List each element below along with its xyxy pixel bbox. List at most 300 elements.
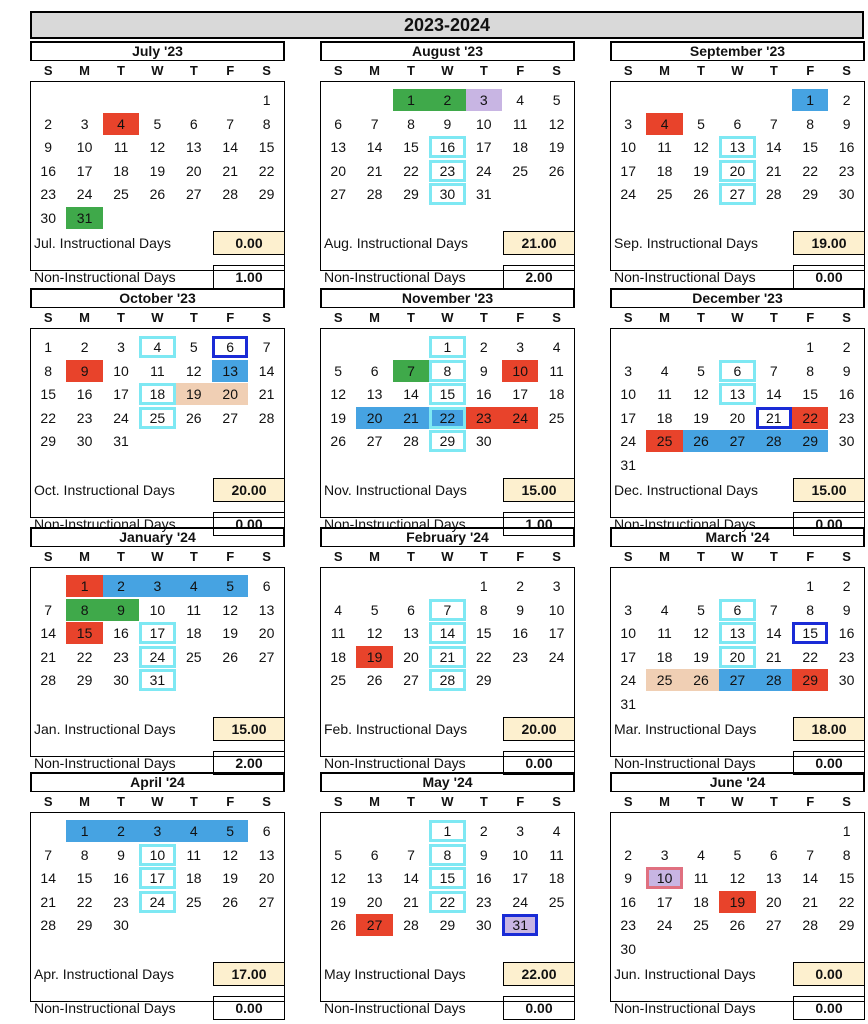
day-cell[interactable]: 4 (139, 336, 175, 358)
day-cell[interactable]: 19 (693, 409, 709, 426)
day-cell[interactable]: 12 (222, 846, 238, 863)
day-cell[interactable]: 16 (838, 386, 855, 402)
day-cell[interactable]: 8 (66, 599, 102, 621)
day-cell[interactable]: 24 (656, 917, 673, 933)
day-cell[interactable]: 17 (548, 625, 565, 641)
day-cell[interactable]: 11 (512, 115, 528, 132)
day-cell[interactable]: 7 (370, 115, 379, 132)
day-cell[interactable]: 28 (756, 430, 792, 452)
day-cell[interactable]: 8 (407, 115, 415, 132)
day-cell[interactable]: 16 (113, 625, 129, 641)
day-cell[interactable]: 11 (150, 362, 165, 379)
day-cell[interactable]: 1 (842, 823, 851, 839)
day-cell[interactable]: 11 (549, 846, 564, 863)
day-cell[interactable]: 3 (624, 362, 633, 379)
day-cell[interactable]: 18 (330, 648, 346, 665)
day-cell[interactable]: 10 (113, 362, 129, 379)
day-cell[interactable]: 23 (113, 893, 129, 910)
day-cell[interactable]: 30 (113, 917, 129, 933)
day-cell[interactable]: 12 (330, 870, 346, 886)
day-cell[interactable]: 10 (620, 386, 636, 402)
day-cell[interactable]: 17 (139, 622, 175, 644)
day-cell[interactable]: 10 (502, 360, 538, 382)
day-cell[interactable]: 29 (802, 186, 818, 202)
day-cell[interactable]: 28 (366, 186, 383, 202)
day-cell[interactable]: 24 (620, 672, 636, 688)
day-cell[interactable]: 28 (258, 409, 275, 426)
day-cell[interactable]: 20 (186, 162, 202, 179)
day-cell[interactable]: 3 (516, 823, 525, 839)
day-cell[interactable]: 2 (516, 578, 525, 594)
day-cell[interactable]: 17 (620, 409, 636, 426)
day-cell[interactable]: 6 (370, 846, 379, 863)
day-cell[interactable]: 6 (262, 823, 271, 839)
day-cell[interactable]: 2 (842, 578, 851, 594)
day-cell[interactable]: 16 (429, 136, 465, 158)
day-cell[interactable]: 31 (113, 433, 129, 449)
day-cell[interactable]: 30 (40, 209, 56, 226)
day-cell[interactable]: 14 (766, 139, 782, 155)
day-cell[interactable]: 3 (117, 339, 125, 355)
day-cell[interactable]: 22 (76, 648, 93, 665)
day-cell[interactable]: 15 (429, 867, 465, 889)
day-cell[interactable]: 30 (838, 186, 855, 202)
day-cell[interactable]: 19 (149, 162, 166, 179)
day-cell[interactable]: 20 (719, 646, 755, 668)
day-cell[interactable]: 17 (512, 870, 528, 886)
day-cell[interactable]: 2 (479, 823, 488, 839)
day-cell[interactable]: 29 (40, 433, 56, 449)
day-cell[interactable]: 19 (330, 893, 346, 910)
day-cell[interactable]: 1 (66, 575, 102, 597)
day-cell[interactable]: 23 (620, 917, 636, 933)
day-cell[interactable]: 26 (330, 917, 346, 933)
day-cell[interactable]: 6 (262, 578, 271, 594)
day-cell[interactable]: 27 (356, 914, 392, 936)
day-cell[interactable]: 12 (222, 601, 238, 618)
day-cell[interactable]: 28 (429, 669, 465, 691)
day-cell[interactable]: 5 (697, 115, 705, 132)
day-cell[interactable]: 10 (620, 625, 636, 641)
day-cell[interactable]: 20 (212, 383, 248, 405)
day-cell[interactable]: 1 (806, 339, 815, 355)
day-cell[interactable]: 8 (44, 362, 53, 379)
day-cell[interactable]: 31 (66, 207, 102, 229)
day-cell[interactable]: 16 (620, 893, 636, 910)
day-cell[interactable]: 26 (222, 648, 238, 665)
day-cell[interactable]: 24 (620, 433, 636, 449)
day-cell[interactable]: 18 (656, 409, 673, 426)
day-cell[interactable]: 17 (476, 139, 492, 155)
day-cell[interactable]: 5 (334, 362, 343, 379)
day-cell[interactable]: 6 (769, 846, 778, 863)
day-cell[interactable]: 1 (44, 339, 53, 355)
day-cell[interactable]: 24 (476, 162, 492, 179)
day-cell[interactable]: 5 (212, 575, 248, 597)
day-cell[interactable]: 6 (370, 362, 379, 379)
day-cell[interactable]: 4 (646, 113, 682, 135)
day-cell[interactable]: 26 (330, 433, 346, 449)
day-cell[interactable]: 17 (139, 867, 175, 889)
day-cell[interactable]: 21 (802, 893, 818, 910)
day-cell[interactable]: 16 (476, 870, 492, 886)
day-cell[interactable]: 31 (620, 695, 636, 712)
day-cell[interactable]: 24 (76, 186, 93, 202)
day-cell[interactable]: 7 (769, 362, 778, 379)
day-cell[interactable]: 11 (113, 139, 129, 155)
day-cell[interactable]: 13 (719, 383, 755, 405)
day-cell[interactable]: 6 (212, 336, 248, 358)
day-cell[interactable]: 20 (258, 870, 275, 886)
day-cell[interactable]: 5 (697, 601, 705, 618)
day-cell[interactable]: 13 (719, 136, 755, 158)
day-cell[interactable]: 21 (40, 648, 56, 665)
day-cell[interactable]: 8 (262, 115, 271, 132)
day-cell[interactable]: 13 (719, 622, 755, 644)
day-cell[interactable]: 13 (366, 870, 383, 886)
day-cell[interactable]: 8 (842, 846, 851, 863)
day-cell[interactable]: 26 (186, 409, 202, 426)
day-cell[interactable]: 10 (548, 601, 565, 618)
day-cell[interactable]: 3 (466, 89, 502, 111)
day-cell[interactable]: 14 (766, 625, 782, 641)
day-cell[interactable]: 7 (44, 601, 53, 618)
day-cell[interactable]: 21 (393, 407, 429, 429)
day-cell[interactable]: 22 (476, 648, 492, 665)
day-cell[interactable]: 24 (512, 893, 528, 910)
day-cell[interactable]: 27 (258, 648, 275, 665)
day-cell[interactable]: 10 (512, 846, 528, 863)
day-cell[interactable]: 20 (366, 893, 383, 910)
day-cell[interactable]: 10 (646, 867, 682, 889)
day-cell[interactable]: 22 (802, 162, 818, 179)
day-cell[interactable]: 2 (479, 339, 488, 355)
day-cell[interactable]: 1 (262, 92, 271, 108)
day-cell[interactable]: 27 (366, 433, 383, 449)
day-cell[interactable]: 26 (693, 186, 709, 202)
day-cell[interactable]: 23 (512, 648, 528, 665)
day-cell[interactable]: 28 (40, 672, 56, 688)
day-cell[interactable]: 16 (512, 625, 528, 641)
day-cell[interactable]: 24 (139, 646, 175, 668)
day-cell[interactable]: 29 (838, 917, 855, 933)
day-cell[interactable]: 9 (479, 846, 488, 863)
day-cell[interactable]: 27 (258, 893, 275, 910)
day-cell[interactable]: 2 (429, 89, 465, 111)
day-cell[interactable]: 3 (139, 820, 175, 842)
day-cell[interactable]: 9 (44, 139, 53, 155)
day-cell[interactable]: 28 (802, 917, 818, 933)
day-cell[interactable]: 31 (139, 669, 175, 691)
day-cell[interactable]: 18 (656, 648, 673, 665)
day-cell[interactable]: 12 (366, 625, 383, 641)
day-cell[interactable]: 14 (40, 625, 56, 641)
day-cell[interactable]: 26 (683, 669, 719, 691)
day-cell[interactable]: 4 (103, 113, 139, 135)
day-cell[interactable]: 29 (792, 430, 828, 452)
day-cell[interactable]: 5 (212, 820, 248, 842)
day-cell[interactable]: 27 (719, 669, 755, 691)
day-cell[interactable]: 3 (80, 115, 89, 132)
day-cell[interactable]: 29 (429, 430, 465, 452)
day-cell[interactable]: 20 (719, 160, 755, 182)
day-cell[interactable]: 7 (262, 339, 271, 355)
day-cell[interactable]: 27 (403, 672, 419, 688)
day-cell[interactable]: 1 (66, 820, 102, 842)
day-cell[interactable]: 25 (512, 162, 528, 179)
day-cell[interactable]: 4 (334, 601, 343, 618)
day-cell[interactable]: 31 (502, 914, 538, 936)
day-cell[interactable]: 1 (479, 578, 488, 594)
day-cell[interactable]: 5 (697, 362, 705, 379)
day-cell[interactable]: 15 (429, 383, 465, 405)
day-cell[interactable]: 25 (548, 409, 565, 426)
day-cell[interactable]: 15 (802, 139, 818, 155)
day-cell[interactable]: 24 (620, 186, 636, 202)
day-cell[interactable]: 11 (657, 386, 672, 402)
day-cell[interactable]: 12 (330, 386, 346, 402)
day-cell[interactable]: 3 (624, 601, 633, 618)
day-cell[interactable]: 14 (766, 386, 782, 402)
day-cell[interactable]: 21 (429, 646, 465, 668)
day-cell[interactable]: 25 (186, 648, 202, 665)
day-cell[interactable]: 28 (403, 917, 419, 933)
day-cell[interactable]: 25 (548, 893, 565, 910)
day-cell[interactable]: 9 (479, 362, 488, 379)
day-cell[interactable]: 7 (806, 846, 815, 863)
day-cell[interactable]: 7 (769, 115, 778, 132)
day-cell[interactable]: 27 (719, 430, 755, 452)
day-cell[interactable]: 19 (222, 870, 238, 886)
day-cell[interactable]: 18 (693, 893, 709, 910)
day-cell[interactable]: 29 (476, 672, 492, 688)
day-cell[interactable]: 22 (258, 162, 275, 179)
day-cell[interactable]: 4 (176, 820, 212, 842)
day-cell[interactable]: 1 (806, 578, 815, 594)
day-cell[interactable]: 17 (620, 162, 636, 179)
day-cell[interactable]: 8 (80, 846, 89, 863)
day-cell[interactable]: 5 (189, 339, 198, 355)
day-cell[interactable]: 22 (76, 893, 93, 910)
day-cell[interactable]: 30 (113, 672, 129, 688)
day-cell[interactable]: 22 (838, 893, 855, 910)
day-cell[interactable]: 7 (44, 846, 53, 863)
day-cell[interactable]: 5 (733, 846, 742, 863)
day-cell[interactable]: 10 (139, 844, 175, 866)
day-cell[interactable]: 12 (186, 362, 202, 379)
day-cell[interactable]: 7 (769, 601, 778, 618)
day-cell[interactable]: 9 (842, 362, 851, 379)
day-cell[interactable]: 6 (334, 115, 343, 132)
day-cell[interactable]: 19 (176, 383, 212, 405)
day-cell[interactable]: 15 (476, 625, 492, 641)
day-cell[interactable]: 29 (76, 917, 93, 933)
day-cell[interactable]: 3 (660, 846, 669, 863)
day-cell[interactable]: 28 (403, 433, 419, 449)
day-cell[interactable]: 13 (403, 625, 419, 641)
day-cell[interactable]: 4 (660, 362, 669, 379)
day-cell[interactable]: 6 (719, 599, 755, 621)
day-cell[interactable]: 19 (330, 409, 346, 426)
day-cell[interactable]: 17 (76, 162, 93, 179)
day-cell[interactable]: 5 (153, 115, 162, 132)
day-cell[interactable]: 1 (429, 820, 465, 842)
day-cell[interactable]: 9 (443, 115, 452, 132)
day-cell[interactable]: 23 (76, 409, 93, 426)
day-cell[interactable]: 6 (733, 115, 742, 132)
day-cell[interactable]: 28 (40, 917, 56, 933)
day-cell[interactable]: 15 (838, 870, 855, 886)
day-cell[interactable]: 4 (176, 575, 212, 597)
day-cell[interactable]: 7 (226, 115, 235, 132)
day-cell[interactable]: 10 (620, 139, 636, 155)
day-cell[interactable]: 19 (719, 891, 755, 913)
day-cell[interactable]: 18 (656, 162, 673, 179)
day-cell[interactable]: 16 (40, 162, 56, 179)
day-cell[interactable]: 9 (842, 115, 851, 132)
day-cell[interactable]: 22 (403, 162, 419, 179)
day-cell[interactable]: 26 (366, 672, 383, 688)
day-cell[interactable]: 30 (838, 672, 855, 688)
day-cell[interactable]: 23 (113, 648, 129, 665)
day-cell[interactable]: 21 (766, 162, 782, 179)
day-cell[interactable]: 30 (429, 183, 465, 205)
day-cell[interactable]: 11 (186, 846, 202, 863)
day-cell[interactable]: 6 (407, 601, 415, 618)
day-cell[interactable]: 9 (117, 846, 125, 863)
day-cell[interactable]: 4 (552, 823, 561, 839)
day-cell[interactable]: 9 (842, 601, 851, 618)
day-cell[interactable]: 17 (512, 386, 528, 402)
day-cell[interactable]: 1 (393, 89, 429, 111)
day-cell[interactable]: 18 (113, 162, 129, 179)
day-cell[interactable]: 26 (683, 430, 719, 452)
day-cell[interactable]: 11 (549, 362, 564, 379)
day-cell[interactable]: 23 (838, 162, 855, 179)
day-cell[interactable]: 25 (330, 672, 346, 688)
day-cell[interactable]: 8 (806, 601, 815, 618)
day-cell[interactable]: 10 (76, 139, 93, 155)
day-cell[interactable]: 8 (806, 115, 815, 132)
day-cell[interactable]: 29 (258, 186, 275, 202)
day-cell[interactable]: 8 (429, 360, 465, 382)
day-cell[interactable]: 7 (407, 846, 415, 863)
day-cell[interactable]: 5 (334, 846, 343, 863)
day-cell[interactable]: 14 (40, 870, 56, 886)
day-cell[interactable]: 2 (80, 339, 89, 355)
day-cell[interactable]: 20 (766, 893, 782, 910)
day-cell[interactable]: 22 (429, 407, 465, 429)
day-cell[interactable]: 2 (103, 820, 139, 842)
day-cell[interactable]: 23 (40, 186, 56, 202)
day-cell[interactable]: 15 (76, 870, 93, 886)
day-cell[interactable]: 31 (620, 456, 636, 473)
day-cell[interactable]: 15 (40, 386, 56, 402)
day-cell[interactable]: 17 (620, 648, 636, 665)
day-cell[interactable]: 16 (76, 386, 93, 402)
day-cell[interactable]: 9 (103, 599, 139, 621)
day-cell[interactable]: 21 (258, 386, 275, 402)
day-cell[interactable]: 23 (838, 648, 855, 665)
day-cell[interactable]: 12 (729, 870, 746, 886)
day-cell[interactable]: 6 (719, 360, 755, 382)
day-cell[interactable]: 30 (76, 433, 93, 449)
day-cell[interactable]: 26 (222, 893, 238, 910)
day-cell[interactable]: 21 (222, 162, 238, 179)
day-cell[interactable]: 15 (403, 139, 419, 155)
day-cell[interactable]: 26 (729, 917, 746, 933)
day-cell[interactable]: 16 (838, 625, 855, 641)
day-cell[interactable]: 4 (552, 339, 561, 355)
day-cell[interactable]: 29 (403, 186, 419, 202)
day-cell[interactable]: 30 (838, 433, 855, 449)
day-cell[interactable]: 15 (792, 622, 828, 644)
day-cell[interactable]: 23 (466, 407, 502, 429)
day-cell[interactable]: 22 (40, 409, 56, 426)
day-cell[interactable]: 13 (258, 601, 275, 618)
day-cell[interactable]: 31 (476, 186, 492, 202)
day-cell[interactable]: 22 (792, 407, 828, 429)
day-cell[interactable]: 2 (624, 846, 633, 863)
day-cell[interactable]: 11 (330, 625, 346, 641)
day-cell[interactable]: 24 (139, 891, 175, 913)
day-cell[interactable]: 20 (258, 625, 275, 641)
day-cell[interactable]: 14 (222, 139, 238, 155)
day-cell[interactable]: 5 (552, 92, 561, 108)
day-cell[interactable]: 25 (186, 893, 202, 910)
day-cell[interactable]: 15 (66, 622, 102, 644)
day-cell[interactable]: 4 (660, 601, 669, 618)
day-cell[interactable]: 25 (693, 917, 709, 933)
day-cell[interactable]: 15 (802, 386, 818, 402)
day-cell[interactable]: 14 (403, 386, 419, 402)
day-cell[interactable]: 13 (766, 870, 782, 886)
day-cell[interactable]: 20 (356, 407, 392, 429)
day-cell[interactable]: 12 (548, 115, 565, 132)
day-cell[interactable]: 24 (548, 648, 565, 665)
day-cell[interactable]: 27 (719, 183, 755, 205)
day-cell[interactable]: 29 (76, 672, 93, 688)
day-cell[interactable]: 2 (44, 115, 53, 132)
day-cell[interactable]: 8 (479, 601, 488, 618)
day-cell[interactable]: 11 (657, 139, 672, 155)
day-cell[interactable]: 25 (113, 186, 129, 202)
day-cell[interactable]: 24 (502, 407, 538, 429)
day-cell[interactable]: 21 (403, 893, 419, 910)
day-cell[interactable]: 10 (476, 115, 492, 132)
day-cell[interactable]: 3 (516, 339, 525, 355)
day-cell[interactable]: 11 (186, 601, 202, 618)
day-cell[interactable]: 22 (802, 648, 818, 665)
day-cell[interactable]: 9 (66, 360, 102, 382)
day-cell[interactable]: 12 (149, 139, 166, 155)
day-cell[interactable]: 13 (186, 139, 202, 155)
day-cell[interactable]: 19 (222, 625, 238, 641)
day-cell[interactable]: 30 (476, 917, 492, 933)
day-cell[interactable]: 19 (356, 646, 392, 668)
day-cell[interactable]: 24 (113, 409, 129, 426)
day-cell[interactable]: 15 (258, 139, 275, 155)
day-cell[interactable]: 8 (806, 362, 815, 379)
day-cell[interactable]: 2 (103, 575, 139, 597)
day-cell[interactable]: 12 (693, 139, 709, 155)
day-cell[interactable]: 3 (624, 115, 633, 132)
day-cell[interactable]: 18 (186, 870, 202, 886)
day-cell[interactable]: 4 (516, 92, 525, 108)
day-cell[interactable]: 2 (842, 92, 851, 108)
day-cell[interactable]: 25 (646, 669, 682, 691)
day-cell[interactable]: 27 (186, 186, 202, 202)
